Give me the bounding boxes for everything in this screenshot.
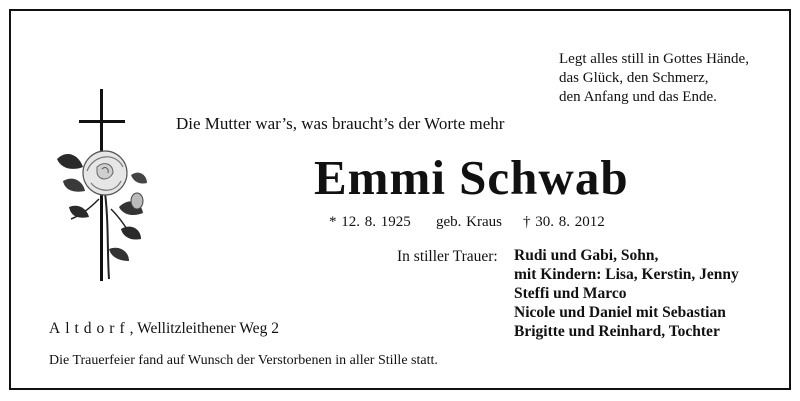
poem-verse bbox=[559, 50, 749, 107]
deceased-name: Emmi Schwab bbox=[314, 150, 629, 205]
address-line bbox=[49, 320, 279, 338]
mourner-line: Brigitte und Reinhard, Tochter bbox=[514, 323, 720, 340]
mourner-line: mit Kindern: Lisa, Kerstin, Jenny bbox=[514, 266, 739, 283]
mourner-line: Steffi und Marco bbox=[514, 285, 627, 302]
funeral-note: Die Trauerfeier fand auf Wunsch der Verstorbenen in aller Stille statt. bbox=[49, 353, 438, 368]
address-street: , Wellitzleithener Weg 2 bbox=[129, 320, 279, 337]
motto-line: Die Mutter war’s, was braucht’s der Worte mehr bbox=[176, 114, 505, 133]
address-town: Altdorf bbox=[49, 320, 130, 337]
birth-date: * 12. 8. 1925 bbox=[329, 214, 411, 230]
life-dates bbox=[329, 214, 605, 231]
poem-line: das Glück, den Schmerz, bbox=[559, 70, 709, 86]
death-date: † 30. 8. 2012 bbox=[523, 214, 605, 230]
poem-line: den Anfang und das Ende. bbox=[559, 89, 717, 105]
mourning-label: In stiller Trauer: bbox=[397, 248, 498, 265]
mourner-line: Nicole und Daniel mit Sebastian bbox=[514, 304, 726, 321]
mourners-list bbox=[514, 246, 739, 341]
obituary-frame bbox=[9, 9, 791, 390]
cross-with-rose-icon bbox=[49, 89, 149, 281]
maiden-name: geb. Kraus bbox=[436, 214, 502, 230]
mourner-line: Rudi und Gabi, Sohn, bbox=[514, 247, 659, 264]
poem-line: Legt alles still in Gottes Hände, bbox=[559, 51, 749, 67]
